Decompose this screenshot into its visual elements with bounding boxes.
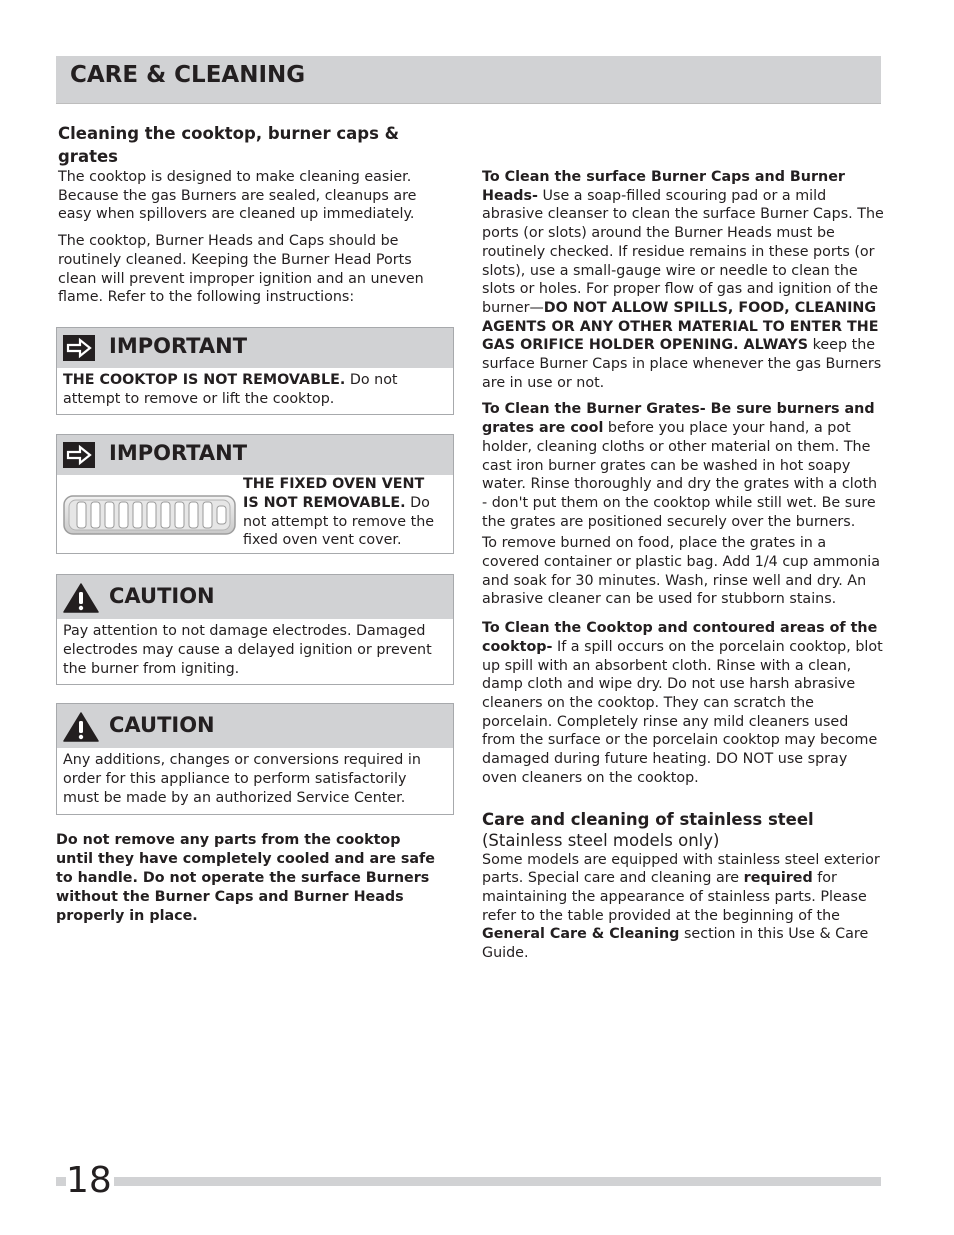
- important-bold-text: THE FIXED OVEN VENT IS NOT REMOVABLE.: [243, 476, 425, 512]
- grates-text: before you place your hand, a pot holder, cleaning cloths or other material on them. The cast iron burner grates can be washed in hot soapy water. Rinse thoroughly and dry the grates with a cloth - don't put them on the cooktop while still wet. Be sure the grates are positioned securely over the burners.: [482, 420, 878, 530]
- right-column: [482, 168, 884, 963]
- vent-content: [57, 475, 453, 553]
- arrow-right-icon: [63, 335, 95, 365]
- caution-header: [57, 575, 453, 619]
- arrow-right-icon: [63, 442, 95, 472]
- stainless-subtitle: (Stainless steel models only): [482, 830, 720, 850]
- caps-text-end: keep the surface Burner Caps in place whenever the gas Burners are in use or not.: [482, 337, 882, 391]
- important-text: Do not attempt to remove the fixed oven vent cover.: [243, 495, 435, 549]
- important-label: IMPORTANT: [109, 333, 248, 358]
- caps-text: Use a soap-filled scouring pad or a mild abrasive cleanser to clean the surface Burner Caps. The ports (or slots) around the Burner Heads must be routinely checked. If residue remains in these ports (or slots), use a small-gauge wire or needle to clean the slots or holes. For proper flow of gas and ignition of the burner—: [482, 187, 884, 316]
- caution-box-service: [56, 703, 454, 814]
- page-title: CARE & CLEANING: [70, 62, 306, 88]
- vent-text: [243, 475, 443, 550]
- important-header: [57, 435, 453, 475]
- stainless-text-2: for maintaining the appearance of stainless parts. Please refer to the table provided at the beginning of the: [482, 870, 867, 924]
- footer-bar: [56, 1177, 881, 1186]
- grates-paragraph: [482, 400, 884, 531]
- caution-box-electrodes: [56, 574, 454, 685]
- warning-triangle-icon: [63, 583, 99, 617]
- caution-label: CAUTION: [109, 584, 215, 609]
- important-body: [57, 368, 453, 414]
- intro-paragraph-2: The cooktop, Burner Heads and Caps should be routinely cleaned. Keeping the Burner Head Ports clean will prevent improper ignition and an uneven flame. Refer to the following instructions:: [58, 233, 424, 306]
- section-title: Cleaning the cooktop, burner caps & grates: [58, 124, 400, 166]
- header-bar: [56, 56, 881, 104]
- left-column: [56, 122, 454, 926]
- stainless-text-3: section in this Use & Care Guide.: [482, 926, 869, 962]
- important-box-vent: [56, 434, 454, 554]
- intro-paragraph-1: The cooktop is designed to make cleaning easier. Because the gas Burners are sealed, cleanups are easy when spillovers are cleaned up immediately.: [58, 169, 417, 223]
- stainless-title: Care and cleaning of stainless steel: [482, 809, 814, 829]
- caps-warning-bold: DO NOT ALLOW SPILLS, FOOD, CLEANING AGENTS OR ANY OTHER MATERIAL TO ENTER THE GAS ORIFICE HOLDER OPENING. ALWAYS: [482, 299, 879, 354]
- caps-heading: To Clean the surface Burner Caps and Burner Heads-: [482, 169, 845, 204]
- important-label: IMPORTANT: [109, 441, 248, 466]
- cooktop-text: If a spill occurs on the porcelain cooktop, blot up spill with an absorbent cloth. Rinse with a clean, damp cloth and wipe dry. Do not use harsh abrasive cleaners on the cooktop. They can scratch the porcelain. Completely rinse any mild cleaners used from the surface or the porcelain cooktop may become damaged during future heating. DO NOT use spray oven cleaners on the cooktop.: [482, 638, 883, 786]
- warning-triangle-icon: [63, 712, 99, 746]
- page-number: 18: [66, 1160, 112, 1201]
- important-box-cooktop: [56, 327, 454, 415]
- caution-body: Pay attention to not damage electrodes. Damaged electrodes may cause a delayed ignition or prevent the burner from igniting.: [63, 623, 432, 677]
- caps-paragraph: [482, 168, 884, 392]
- warning-text: Do not remove any parts from the cooktop until they have completely cooled and are safe to handle. Do not operate the surface Burners without the Burner Caps and Burner Heads properly in place.: [56, 831, 435, 924]
- caution-body: Any additions, changes or conversions required in order for this appliance to perform satisfactorily must be made by an authorized Service Center.: [63, 752, 421, 806]
- grates-paragraph-2: To remove burned on food, place the grates in a covered container or plastic bag. Add 1/4 cup ammonia and soak for 30 minutes. Wash, rinse well and dry. An abrasive cleaner can be used for stubborn stains.: [482, 535, 881, 608]
- important-header: [57, 328, 453, 368]
- important-text: Do not attempt to remove or lift the cooktop.: [63, 371, 398, 407]
- stainless-bold-2: General Care & Cleaning: [482, 926, 680, 943]
- caution-label: CAUTION: [109, 713, 215, 738]
- caution-header: [57, 704, 453, 748]
- cooktop-paragraph: [482, 619, 884, 787]
- important-bold-text: THE COOKTOP IS NOT REMOVABLE.: [63, 371, 346, 388]
- oven-vent-icon: [57, 475, 243, 553]
- stainless-bold-1: required: [743, 870, 813, 887]
- grates-heading: To Clean the Burner Grates- Be sure burners and grates are cool: [482, 401, 875, 437]
- cooktop-heading: To Clean the Cooktop and contoured areas of the cooktop-: [482, 620, 878, 655]
- stainless-text-1: Some models are equipped with stainless steel exterior parts. Special care and cleaning are: [482, 851, 880, 887]
- stainless-paragraph: [482, 851, 884, 963]
